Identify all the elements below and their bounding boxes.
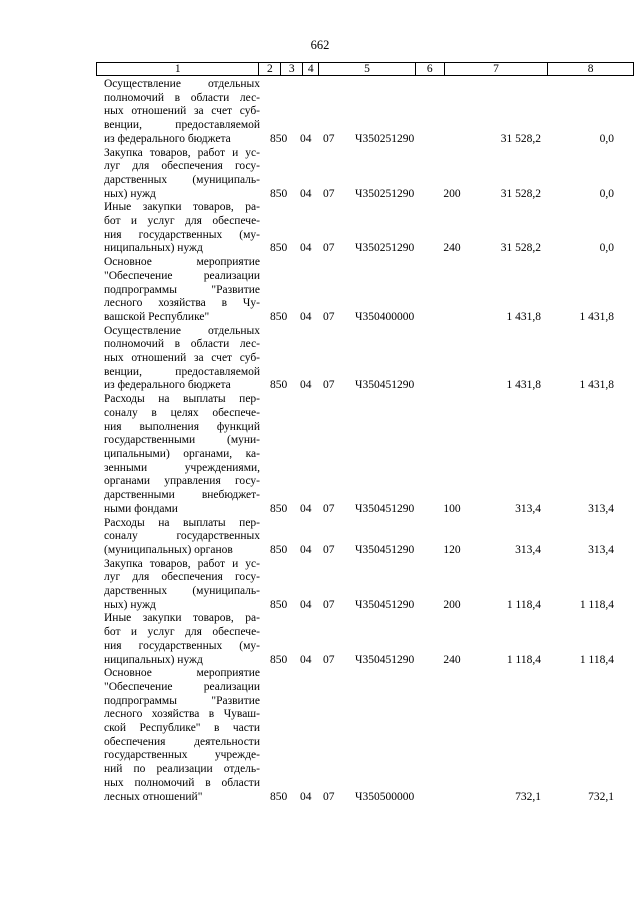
description-line: подпрограммы "Развитие xyxy=(104,283,260,296)
header-col-6: 6 xyxy=(416,63,445,75)
description-line: лесного хозяйства в Чуваш- xyxy=(104,708,260,721)
description-line: ципальными) органами, ка- xyxy=(104,447,260,460)
cell-c4: 07 xyxy=(323,310,335,323)
description-line: государственными (муни- xyxy=(104,434,260,447)
description-line: Осуществление отдельных xyxy=(104,78,260,90)
page-number: 662 xyxy=(310,38,330,52)
description-line: дарственных (муниципаль- xyxy=(104,585,260,598)
cell-c7: 1 118,4 xyxy=(506,598,541,611)
description-line: ния государственных (му- xyxy=(104,639,260,652)
cell-c8: 732,1 xyxy=(588,790,614,803)
cell-c4: 07 xyxy=(323,187,335,200)
cell-c6: 100 xyxy=(443,502,461,515)
cell-c7: 31 528,2 xyxy=(500,242,541,255)
table-row xyxy=(0,147,640,202)
cell-c3: 04 xyxy=(300,598,312,611)
description-line: ных) нужд xyxy=(104,598,156,611)
cell-c4: 07 xyxy=(323,598,335,611)
row-description xyxy=(104,147,260,202)
cell-c7: 31 528,2 xyxy=(500,132,541,145)
cell-c8: 313,4 xyxy=(588,502,614,515)
description-line: ния выполнения функций xyxy=(104,420,260,433)
description-line: ных отношений за счет суб- xyxy=(104,352,260,365)
table-row xyxy=(0,78,640,147)
cell-c8: 0,0 xyxy=(599,242,614,255)
header-col-1: 1 xyxy=(97,63,259,75)
description-line: ниципальных) нужд xyxy=(104,653,203,666)
cell-c4: 07 xyxy=(323,379,335,392)
description-line: Осуществление отдельных xyxy=(104,324,260,337)
description-line: (муниципальных) органов xyxy=(104,543,233,556)
cell-c2: 850 xyxy=(270,242,288,255)
cell-c3: 04 xyxy=(300,187,312,200)
header-col-4: 4 xyxy=(303,63,319,75)
cell-c5: Ч350400000 xyxy=(355,310,415,323)
description-line: полномочий в области лес- xyxy=(104,91,260,104)
description-line: обеспечения деятельности xyxy=(104,735,260,748)
table-row xyxy=(0,201,640,256)
cell-c2: 850 xyxy=(270,132,288,145)
cell-c5: Ч350451290 xyxy=(355,653,415,666)
description-line: подпрограммы "Развитие xyxy=(104,694,260,707)
description-line: лесного хозяйства в Чу- xyxy=(104,297,260,310)
description-line: из федерального бюджета xyxy=(104,379,231,392)
table-row xyxy=(0,517,640,558)
description-line: лесных отношений" xyxy=(104,790,203,803)
row-description xyxy=(104,612,260,667)
description-line: венции, предоставляемой xyxy=(104,365,260,378)
cell-c8: 0,0 xyxy=(599,187,614,200)
description-line: органами управления госу- xyxy=(104,475,260,488)
description-line: Иные закупки товаров, ра- xyxy=(104,612,260,625)
description-line: Иные закупки товаров, ра- xyxy=(104,201,260,214)
cell-c3: 04 xyxy=(300,653,312,666)
cell-c3: 04 xyxy=(300,790,312,803)
row-description xyxy=(104,78,260,147)
table-row xyxy=(0,667,640,804)
cell-c4: 07 xyxy=(323,132,335,145)
row-description xyxy=(104,256,260,325)
table-row xyxy=(0,325,640,394)
description-line: "Обеспечение реализации xyxy=(104,269,260,282)
table-row xyxy=(0,256,640,325)
description-line: ний по реализации отдель- xyxy=(104,763,260,776)
description-line: дарственными внебюджет- xyxy=(104,489,260,502)
header-col-7: 7 xyxy=(445,63,549,75)
description-line: Расходы на выплаты пер- xyxy=(104,516,260,529)
row-description xyxy=(104,558,260,613)
description-line: Основное мероприятие xyxy=(104,256,260,269)
cell-c4: 07 xyxy=(323,543,335,556)
cell-c7: 1 431,8 xyxy=(506,379,541,392)
header-col-5: 5 xyxy=(319,63,416,75)
cell-c2: 850 xyxy=(270,310,288,323)
description-line: ными фондами xyxy=(104,502,178,515)
cell-c6: 200 xyxy=(443,598,461,611)
cell-c7: 31 528,2 xyxy=(500,187,541,200)
cell-c3: 04 xyxy=(300,502,312,515)
cell-c8: 1 118,4 xyxy=(579,653,614,666)
row-description xyxy=(104,201,260,256)
description-line: бот и услуг для обеспече- xyxy=(104,626,260,639)
cell-c8: 0,0 xyxy=(599,132,614,145)
description-line: ниципальных) нужд xyxy=(104,242,203,255)
header-col-8: 8 xyxy=(587,63,594,75)
description-line: Основное мероприятие xyxy=(104,667,260,680)
cell-c4: 07 xyxy=(323,790,335,803)
row-description xyxy=(104,517,260,558)
description-line: венции, предоставляемой xyxy=(104,119,260,132)
description-line: вашской Республике" xyxy=(104,310,210,323)
header-col-3: 3 xyxy=(281,63,303,75)
cell-c6: 120 xyxy=(443,543,461,556)
description-line: ния государственных (му- xyxy=(104,228,260,241)
cell-c4: 07 xyxy=(323,653,335,666)
cell-c3: 04 xyxy=(300,543,312,556)
description-line: государственных учрежде- xyxy=(104,749,260,762)
cell-c7: 732,1 xyxy=(515,790,541,803)
cell-c5: Ч350251290 xyxy=(355,242,415,255)
cell-c2: 850 xyxy=(270,502,288,515)
table-body xyxy=(0,78,640,804)
cell-c2: 850 xyxy=(270,543,288,556)
table-row xyxy=(0,612,640,667)
description-line: из федерального бюджета xyxy=(104,132,231,145)
cell-c5: Ч350451290 xyxy=(355,502,415,515)
cell-c2: 850 xyxy=(270,790,288,803)
cell-c8: 1 431,8 xyxy=(579,379,614,392)
description-line: соналу в целях обеспече- xyxy=(104,406,260,419)
description-line: соналу государственных xyxy=(104,530,260,543)
row-description xyxy=(104,393,260,516)
cell-c5: Ч350500000 xyxy=(355,790,415,803)
description-line: "Обеспечение реализации xyxy=(104,680,260,693)
cell-c8: 1 118,4 xyxy=(579,598,614,611)
cell-c7: 313,4 xyxy=(515,502,541,515)
description-line: ных) нужд xyxy=(104,187,156,200)
cell-c2: 850 xyxy=(270,379,288,392)
description-line: дарственных (муниципаль- xyxy=(104,173,260,186)
cell-c2: 850 xyxy=(270,187,288,200)
description-line: Расходы на выплаты пер- xyxy=(104,393,260,406)
cell-c6: 240 xyxy=(443,242,461,255)
description-line: Закупка товаров, работ и ус- xyxy=(104,146,260,159)
description-line: ных отношений за счет суб- xyxy=(104,105,260,118)
cell-c5: Ч350451290 xyxy=(355,543,415,556)
description-line: бот и услуг для обеспече- xyxy=(104,215,260,228)
cell-c2: 850 xyxy=(270,653,288,666)
row-description xyxy=(104,325,260,394)
description-line: луг для обеспечения госу- xyxy=(104,160,260,173)
cell-c5: Ч350251290 xyxy=(355,187,415,200)
cell-c4: 07 xyxy=(323,502,335,515)
cell-c2: 850 xyxy=(270,598,288,611)
cell-c3: 04 xyxy=(300,132,312,145)
cell-c6: 240 xyxy=(443,653,461,666)
cell-c7: 313,4 xyxy=(515,543,541,556)
cell-c4: 07 xyxy=(323,242,335,255)
cell-c8: 1 431,8 xyxy=(579,310,614,323)
header-col-2: 2 xyxy=(259,63,281,75)
cell-c3: 04 xyxy=(300,310,312,323)
cell-c5: Ч350451290 xyxy=(355,379,415,392)
cell-c5: Ч350251290 xyxy=(355,132,415,145)
description-line: ской Республике" в части xyxy=(104,722,260,735)
description-line: ных полномочий в области xyxy=(104,776,260,789)
cell-c7: 1 118,4 xyxy=(506,653,541,666)
description-line: зенными учреждениями, xyxy=(104,461,260,474)
cell-c7: 1 431,8 xyxy=(506,310,541,323)
row-description xyxy=(104,667,260,804)
description-line: полномочий в области лес- xyxy=(104,338,260,351)
cell-c3: 04 xyxy=(300,242,312,255)
cell-c3: 04 xyxy=(300,379,312,392)
table-row xyxy=(0,558,640,613)
description-line: луг для обеспечения госу- xyxy=(104,571,260,584)
description-line: Закупка товаров, работ и ус- xyxy=(104,557,260,570)
table-row xyxy=(0,393,640,516)
cell-c8: 313,4 xyxy=(588,543,614,556)
cell-c6: 200 xyxy=(443,187,461,200)
table-header xyxy=(96,62,634,76)
cell-c5: Ч350451290 xyxy=(355,598,415,611)
